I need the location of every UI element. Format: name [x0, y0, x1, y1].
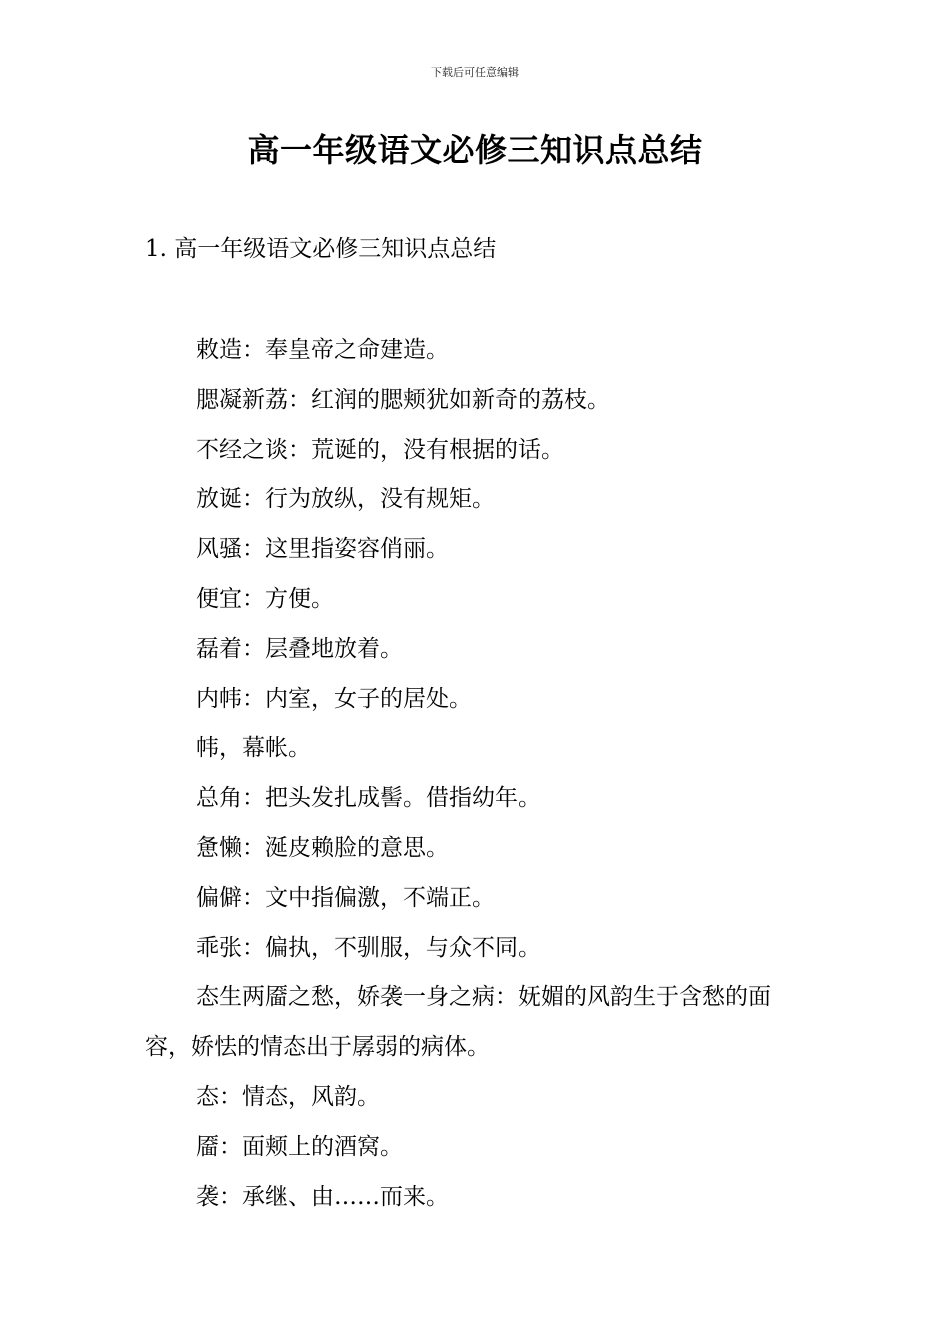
vocabulary-entry: 风骚：这里指姿容俏丽。	[196, 536, 449, 563]
vocabulary-list	[145, 326, 810, 1222]
vocabulary-entry: 放诞：行为放纵，没有规矩。	[196, 486, 495, 513]
page-title: 高一年级语文必修三知识点总结	[247, 131, 703, 169]
header-note: 下载后可任意编辑	[431, 66, 519, 79]
vocabulary-entry: 偏僻：文中指偏激，不端正。	[196, 884, 495, 911]
vocabulary-entry: 袭：承继、由……而来。	[196, 1183, 449, 1210]
vocabulary-entry: 惫懒：涎皮赖脸的意思。	[196, 834, 449, 861]
vocabulary-entry: 态：情态，风韵。	[196, 1083, 380, 1110]
vocabulary-entry: 磊着：层叠地放着。	[196, 635, 403, 662]
vocabulary-entry: 态生两靥之愁，娇袭一身之病：妩媚的风韵生于含愁的面容，娇怯的情态出于孱弱的病体。	[145, 984, 771, 1061]
vocabulary-entry: 靥：面颊上的酒窝。	[196, 1133, 403, 1160]
vocabulary-entry: 腮凝新荔：红润的腮颊犹如新奇的荔枝。	[196, 386, 610, 413]
vocabulary-entry: 乖张：偏执，不驯服，与众不同。	[196, 934, 541, 961]
section-heading: 1. 高一年级语文必修三知识点总结	[145, 236, 497, 262]
vocabulary-entry: 内帏：内室，女子的居处。	[196, 685, 472, 712]
vocabulary-entry: 敕造：奉皇帝之命建造。	[196, 337, 449, 363]
vocabulary-entry: 便宜：方便。	[196, 585, 334, 612]
vocabulary-entry: 不经之谈：荒诞的，没有根据的话。	[196, 436, 564, 463]
vocabulary-entry: 总角：把头发扎成髻。借指幼年。	[196, 785, 541, 812]
vocabulary-entry: 帏，幕帐。	[196, 735, 311, 762]
